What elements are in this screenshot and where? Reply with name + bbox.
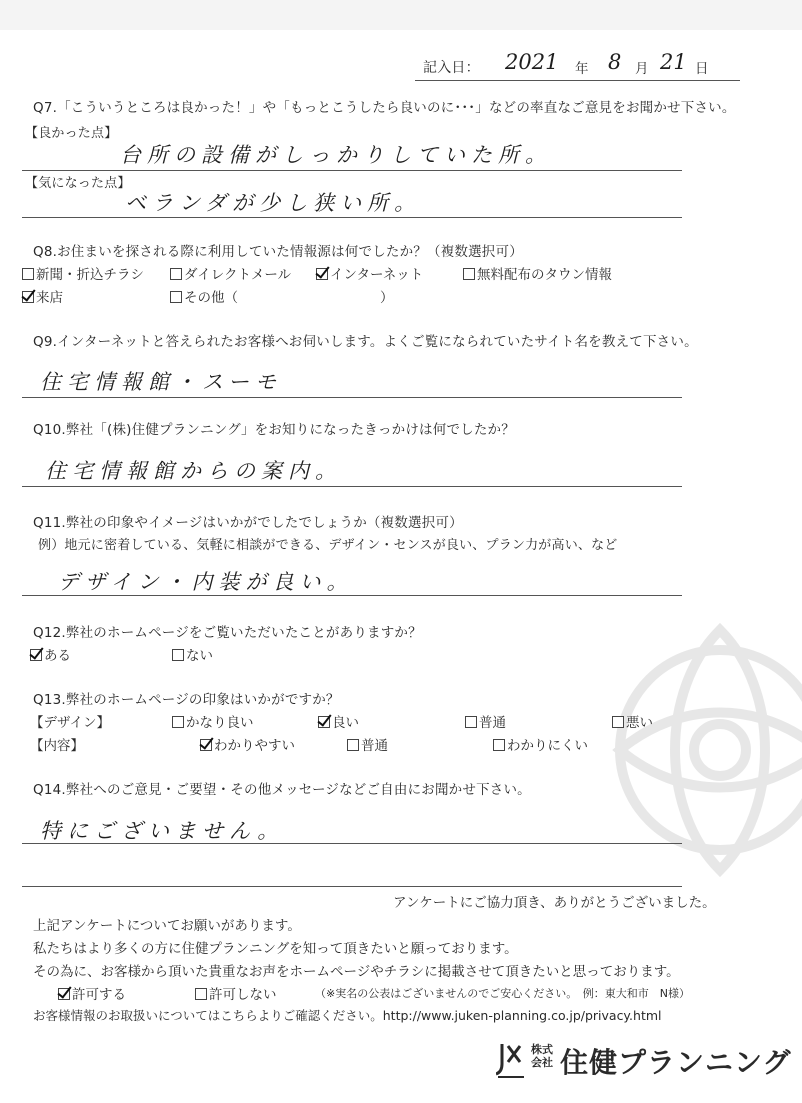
- checkbox-content-clear[interactable]: [200, 739, 212, 751]
- q9-answer: 住宅情報館・スーモ: [40, 370, 282, 394]
- checkbox-design-very-good[interactable]: [172, 716, 184, 728]
- checkbox-content-unclear[interactable]: [493, 739, 505, 751]
- date-label: 記入日：: [423, 60, 480, 76]
- company-logo-icon: [496, 1040, 526, 1080]
- q11-question: Q11.弊社の印象やイメージはいかがでしたでしょうか（複数選択可）: [33, 515, 463, 531]
- logo-kabushiki: 株式会社: [531, 1043, 553, 1069]
- checkbox-visit[interactable]: [22, 291, 34, 303]
- checkbox-newspaper[interactable]: [22, 268, 34, 280]
- q8-question: Q8.お住まいを探される際に利用していた情報源は何でしたか？（複数選択可）: [33, 244, 523, 260]
- checkbox-permit[interactable]: [58, 988, 70, 1000]
- q14-rule-1: [22, 843, 682, 844]
- q7-good-rule: [22, 170, 682, 171]
- q8-option-town-info[interactable]: 無料配布のタウン情報: [463, 263, 612, 283]
- date-day: 21: [660, 50, 687, 74]
- q8-other-close: ）: [380, 290, 394, 306]
- q13-content-label: 【内容】: [30, 738, 84, 754]
- q7-concern-label: 【気になった点】: [25, 176, 131, 191]
- q7-question: Q7.「こういうところは良かった！」や「もっとこうしたら良いのに･･･」などの率直なご意見をお聞かせ下さい。: [33, 100, 736, 116]
- date-year: 2021: [505, 50, 559, 74]
- q13-content-clear[interactable]: わかりやすい: [200, 734, 295, 754]
- q13-question: Q13.弊社のホームページの印象はいかがですか？: [33, 692, 340, 708]
- q13-content-normal[interactable]: 普通: [347, 734, 388, 754]
- watermark-emblem-icon: [600, 590, 802, 910]
- q10-rule: [22, 486, 682, 487]
- q10-question: Q10.弊社「(株)住健プランニング」をお知りになったきっかけは何でしたか？: [33, 422, 515, 438]
- q13-design-normal[interactable]: 普通: [465, 711, 506, 731]
- footer-permit-option[interactable]: 許可する: [58, 983, 126, 1003]
- q11-answer: デザイン・内装が良い。: [58, 570, 354, 594]
- q14-answer: 特にございません。: [40, 819, 285, 843]
- date-day-unit: 日: [695, 61, 709, 77]
- q7-good-label: 【良かった点】: [25, 126, 118, 141]
- scan-top-band: [0, 0, 802, 30]
- q13-design-good[interactable]: 良い: [318, 711, 359, 731]
- checkbox-content-normal[interactable]: [347, 739, 359, 751]
- q11-example: 例）地元に密着している、気軽に相談ができる、デザイン・センスが良い、プラン力が高い、など: [38, 538, 618, 553]
- checkbox-deny[interactable]: [195, 988, 207, 1000]
- footer-thanks: アンケートにご協力頂き、ありがとうございました。: [393, 895, 716, 911]
- checkbox-design-normal[interactable]: [465, 716, 477, 728]
- footer-note: （※実名の公表はございませんのでご安心ください。 例：東大和市 N様）: [315, 987, 690, 1000]
- q14-question: Q14.弊社へのご意見・ご要望・その他メッセージなどご自由にお聞かせ下さい。: [33, 782, 531, 798]
- date-underline: [415, 80, 740, 81]
- footer-line-1: 上記アンケートについてお願いがあります。: [33, 918, 301, 934]
- q12-option-yes[interactable]: ある: [30, 644, 71, 664]
- q13-design-very-good[interactable]: かなり良い: [172, 711, 254, 731]
- q8-option-internet[interactable]: インターネット: [316, 263, 423, 283]
- footer-line-2: 私たちはより多くの方に住健プランニングを知って頂きたいと願っております。: [33, 941, 518, 957]
- footer-deny-option[interactable]: 許可しない: [195, 983, 277, 1003]
- q7-concern-rule: [22, 217, 682, 218]
- q9-question: Q9.インターネットと答えられたお客様へお伺いします。よくご覧になられていたサイト名を教えて下さい。: [33, 334, 698, 350]
- checkbox-yes[interactable]: [30, 649, 42, 661]
- q7-good-answer: 台所の設備がしっかりしていた所。: [120, 143, 552, 167]
- q11-rule: [22, 595, 682, 596]
- q8-option-other[interactable]: その他（: [170, 286, 238, 306]
- date-month-unit: 月: [635, 61, 649, 77]
- footer-privacy[interactable]: お客様情報のお取扱いについてはこちらよりご確認ください。http://www.juken-planning.co.jp/privacy.html: [33, 1008, 662, 1023]
- q7-concern-answer: ベランダが少し狭い所。: [125, 191, 422, 215]
- q9-rule: [22, 397, 682, 398]
- checkbox-no[interactable]: [172, 649, 184, 661]
- q10-answer: 住宅情報館からの案内。: [45, 459, 342, 483]
- checkbox-other[interactable]: [170, 291, 182, 303]
- checkbox-town-info[interactable]: [463, 268, 475, 280]
- footer-line-3: その為に、お客様から頂いた貴重なお声をホームページやチラシに掲載させて頂きたいと思っております。: [33, 964, 680, 980]
- checkbox-internet[interactable]: [316, 268, 328, 280]
- q12-question: Q12.弊社のホームページをご覧いただいたことがありますか？: [33, 625, 422, 641]
- q13-content-unclear[interactable]: わかりにくい: [493, 734, 588, 754]
- date-month: 8: [608, 50, 622, 74]
- checkbox-direct-mail[interactable]: [170, 268, 182, 280]
- q12-option-no[interactable]: ない: [172, 644, 213, 664]
- q13-design-bad[interactable]: 悪い: [612, 711, 653, 731]
- q8-option-newspaper[interactable]: 新聞・折込チラシ: [22, 263, 144, 283]
- date-year-unit: 年: [575, 61, 589, 77]
- q14-rule-2: [22, 886, 682, 887]
- q8-option-visit[interactable]: 来店: [22, 286, 63, 306]
- logo-company-name: 住健プランニング: [560, 1046, 792, 1079]
- checkbox-design-bad[interactable]: [612, 716, 624, 728]
- q13-design-label: 【デザイン】: [30, 715, 111, 731]
- checkbox-design-good[interactable]: [318, 716, 330, 728]
- q8-option-direct-mail[interactable]: ダイレクトメール: [170, 263, 291, 283]
